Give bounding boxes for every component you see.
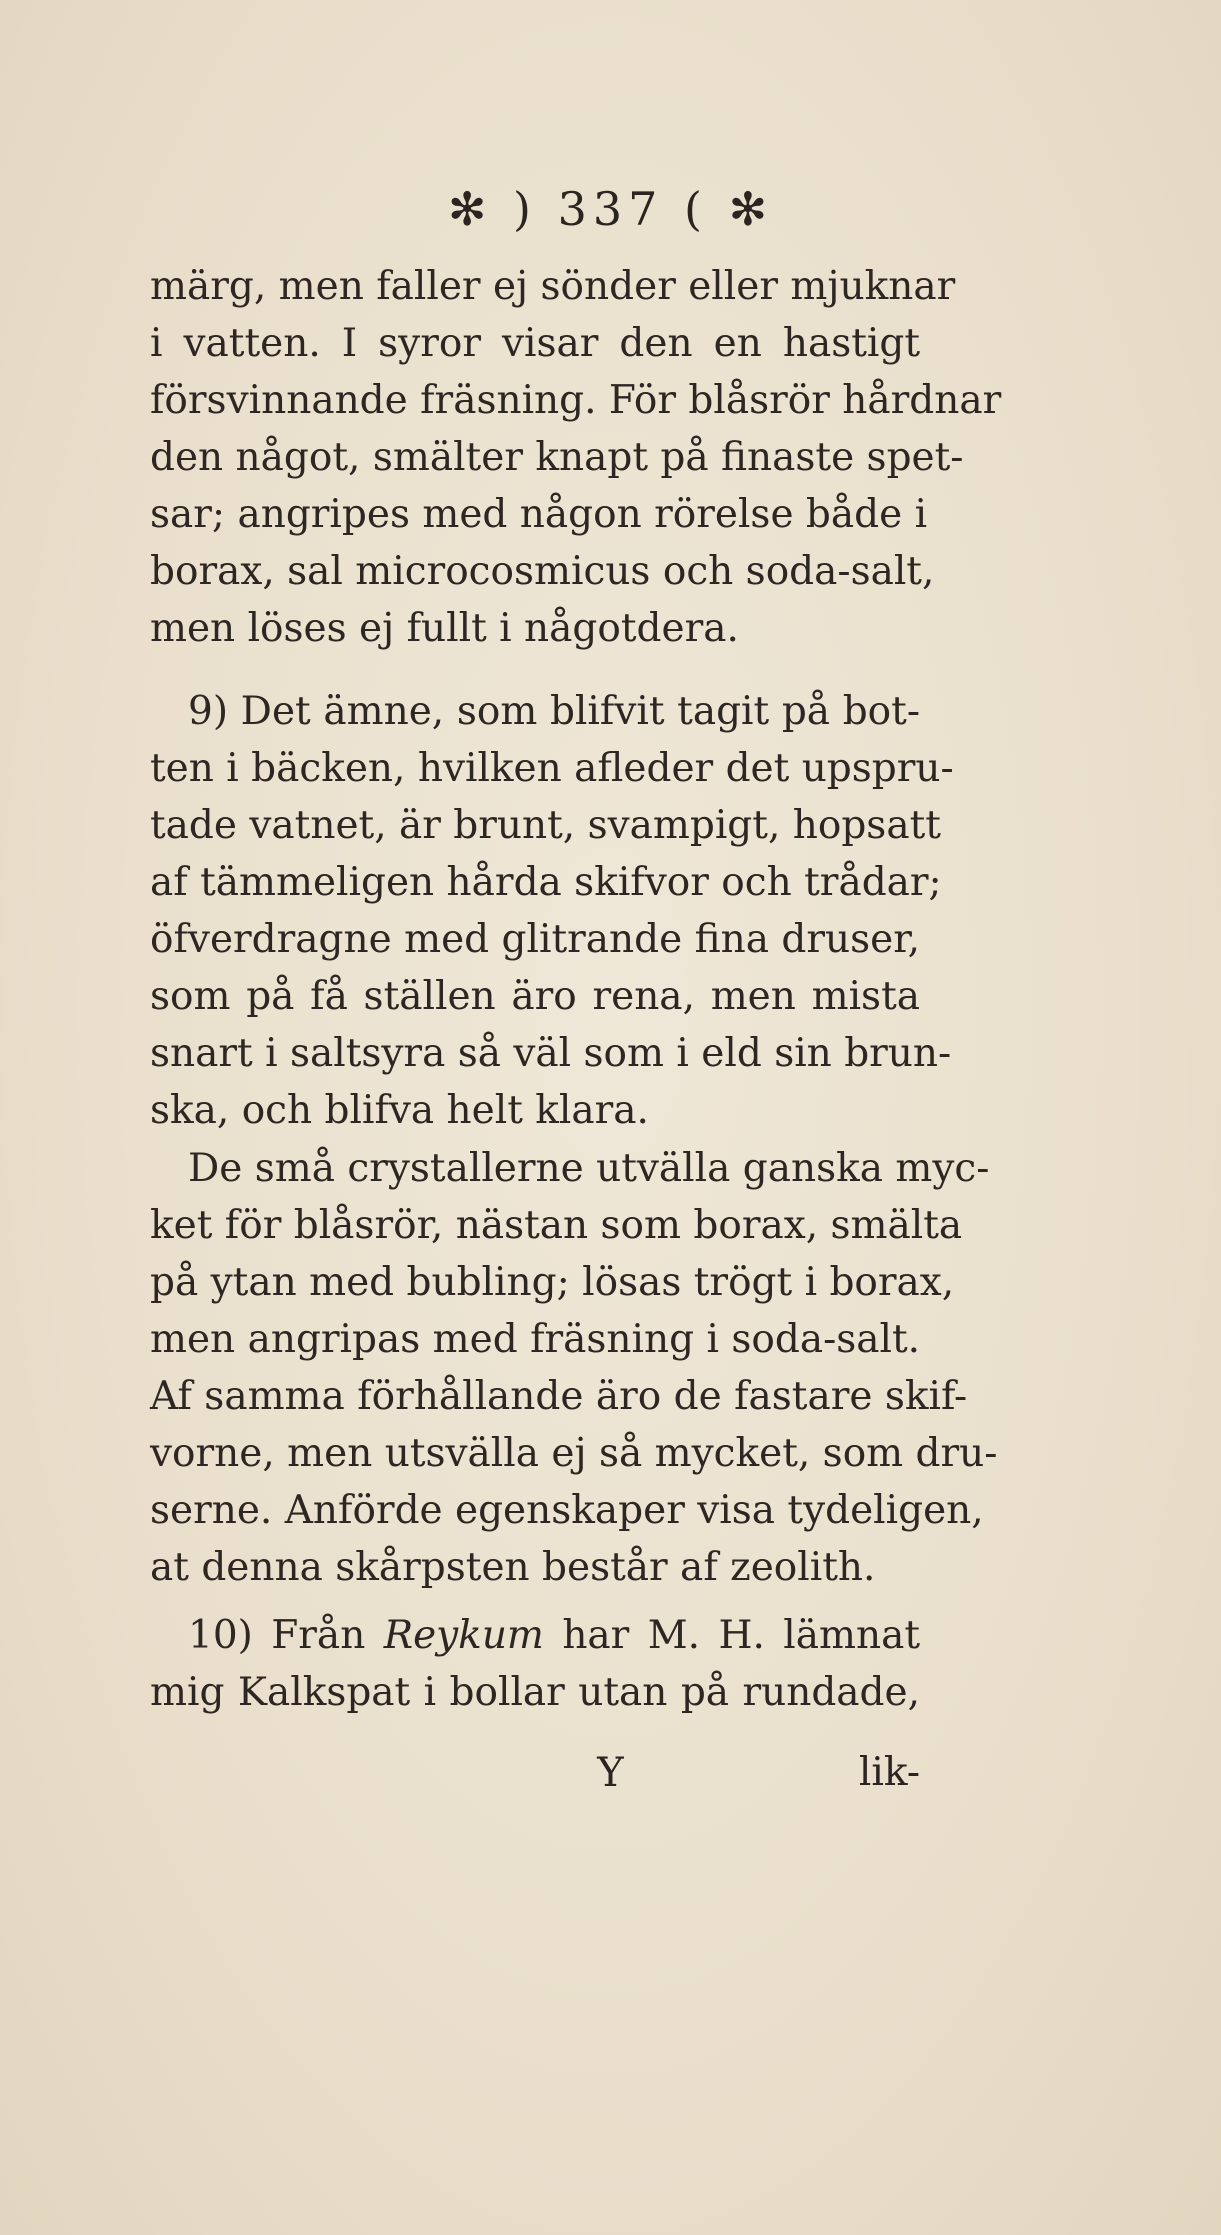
line-suffix: har M. H. lämnat xyxy=(543,1613,920,1658)
text-line: borax, sal microcosmicus och soda-salt, xyxy=(150,549,935,594)
text-line: i vatten. I syror visar den en hastigt xyxy=(150,321,920,366)
text-line: serne. Anförde egenskaper visa tydeligen, xyxy=(150,1488,984,1533)
text-line: men angripas med fräsning i soda-salt. xyxy=(150,1317,921,1362)
text-line: af tämmeligen hårda skifvor och trådar; xyxy=(150,860,942,905)
text-line: sar; angripes med någon rörelse både i xyxy=(150,492,928,537)
text-line: Af samma förhållande äro de fastare skif- xyxy=(150,1374,968,1419)
text-line: snart i saltsyra så väl som i eld sin brun- xyxy=(150,1031,952,1076)
text-line xyxy=(150,1607,920,1664)
catchword: lik- xyxy=(858,1750,920,1795)
text-line: ket för blåsrör, nästan som borax, smälta xyxy=(150,1203,963,1248)
page-header: ✻ ) 337 ( ✻ xyxy=(447,182,774,236)
line-prefix: 10) Från xyxy=(188,1613,384,1658)
text-line: men löses ej fullt i någotdera. xyxy=(150,606,739,651)
text-line: De små crystallerne utvälla ganska myc- xyxy=(188,1146,990,1191)
paragraph-4 xyxy=(150,1607,920,1721)
text-line: vorne, men utsvälla ej så mycket, som dru- xyxy=(150,1431,998,1476)
paragraph-2 xyxy=(150,683,954,1139)
text-line: ska, och blifva helt klara. xyxy=(150,1088,649,1133)
text-line: märg, men faller ej sönder eller mjuknar xyxy=(150,264,956,309)
paragraph-3 xyxy=(150,1140,998,1596)
signature-mark: Y xyxy=(597,1750,624,1796)
text-line: försvinnande fräsning. För blåsrör hårdnar xyxy=(150,378,1002,423)
text-line: at denna skårpsten består af zeolith. xyxy=(150,1545,876,1590)
text-line: tade vatnet, är brunt, svampigt, hopsatt xyxy=(150,803,941,848)
text-line: som på få ställen äro rena, men mista xyxy=(150,974,920,1019)
text-line: på ytan med bubling; lösas trögt i borax, xyxy=(150,1260,955,1305)
text-line: öfverdragne med glitrande fina druser, xyxy=(150,917,920,962)
place-name: Reykum xyxy=(383,1613,544,1658)
text-line: 9) Det ämne, som blifvit tagit på bot- xyxy=(188,689,920,734)
text-line: mig Kalkspat i bollar utan på rundade, xyxy=(150,1670,920,1715)
text-line: den något, smälter knapt på finaste spet- xyxy=(150,435,964,480)
paragraph-1 xyxy=(150,258,1002,657)
text-line: ten i bäcken, hvilken afleder det upspru- xyxy=(150,746,954,791)
